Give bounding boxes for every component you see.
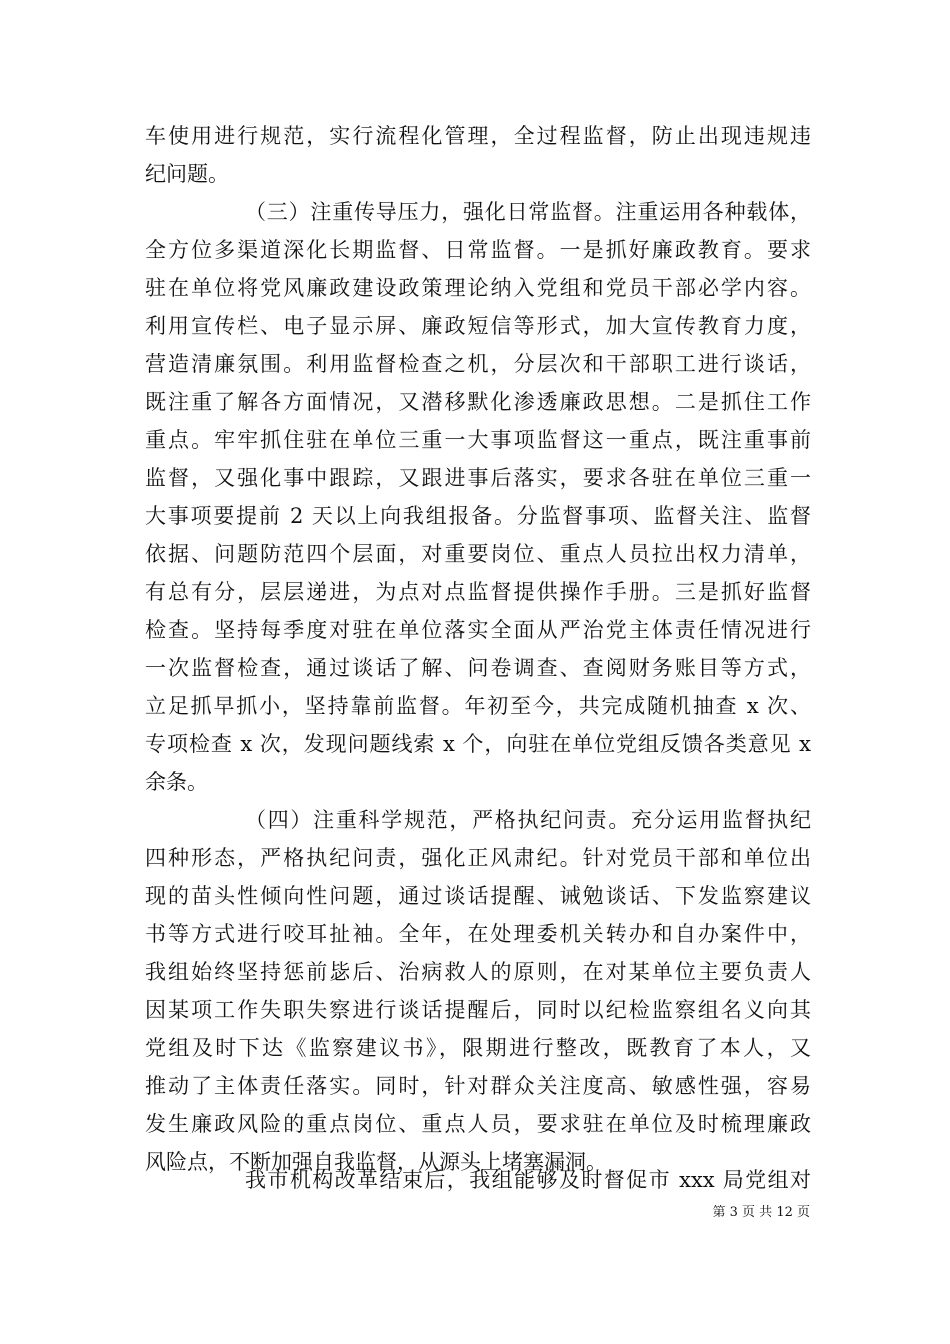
text-line-1: 车使用进行规范，实行流程化管理，全过程监督，防止出现违规违 [145, 124, 811, 148]
text-line-7: 营造清廉氛围。利用监督检查之机，分层次和干部职工进行谈话， [145, 352, 811, 376]
text-line-17: 专项检查 x 次，发现问题线索 x 个，向驻在单位党组反馈各类意见 x [145, 732, 811, 756]
page-number: 第 3 页 共 12 页 [712, 1205, 810, 1220]
text-line-4: 全方位多渠道深化长期监督、日常监督。一是抓好廉政教育。要求 [145, 238, 811, 262]
text-line-9: 重点。牢牢抓住驻在单位三重一大事项监督这一重点，既注重事前 [145, 428, 811, 452]
text-line-28: 风险点，不断加强自我监督，从源头上堵塞漏洞。 [145, 1150, 607, 1174]
text-line-18: 余条。 [145, 770, 208, 794]
text-line-14: 检查。坚持每季度对驻在单位落实全面从严治党主体责任情况进行 [145, 618, 811, 642]
text-line-20: 四种形态，严格执纪问责，强化正风肃纪。针对党员干部和单位出 [145, 846, 811, 870]
text-line-15: 一次监督检查，通过谈话了解、问卷调查、查阅财务账目等方式， [145, 656, 811, 680]
section-heading-3: （三）注重传导压力，强化日常监督。注重运用各种载体， [245, 200, 811, 224]
text-line-5: 驻在单位将党风廉政建设政策理论纳入党组和党员干部必学内容。 [145, 276, 811, 300]
text-line-2: 纪问题。 [145, 162, 229, 186]
text-line-29: 我市机构改革结束后，我组能够及时督促市 xxx 局党组对 [245, 1168, 811, 1192]
text-line-12: 依据、问题防范四个层面，对重要岗位、重点人员拉出权力清单， [145, 542, 811, 566]
text-line-23: 我组始终坚持惩前毖后、治病救人的原则，在对某单位主要负责人 [145, 960, 811, 984]
text-line-8: 既注重了解各方面情况，又潜移默化渗透廉政思想。二是抓住工作 [145, 390, 811, 414]
text-line-22: 书等方式进行咬耳扯袖。全年，在处理委机关转办和自办案件中， [145, 922, 811, 946]
text-line-26: 推动了主体责任落实。同时，针对群众关注度高、敏感性强，容易 [145, 1074, 811, 1098]
text-line-10: 监督，又强化事中跟踪，又跟进事后落实，要求各驻在单位三重一 [145, 466, 811, 490]
text-line-24: 因某项工作失职失察进行谈话提醒后，同时以纪检监察组名义向其 [145, 998, 811, 1022]
text-line-16: 立足抓早抓小，坚持靠前监督。年初至今，共完成随机抽查 x 次、 [145, 694, 811, 718]
text-line-27: 发生廉政风险的重点岗位、重点人员，要求驻在单位及时梳理廉政 [145, 1112, 811, 1136]
text-line-11: 大事项要提前 2 天以上向我组报备。分监督事项、监督关注、监督 [145, 504, 811, 528]
text-line-6: 利用宣传栏、电子显示屏、廉政短信等形式，加大宣传教育力度， [145, 314, 811, 338]
section-heading-4: （四）注重科学规范，严格执纪问责。充分运用监督执纪 [245, 808, 811, 832]
text-line-13: 有总有分，层层递进，为点对点监督提供操作手册。三是抓好监督 [145, 580, 811, 604]
text-line-21: 现的苗头性倾向性问题，通过谈话提醒、诫勉谈话、下发监察建议 [145, 884, 811, 908]
text-line-25: 党组及时下达《监察建议书》，限期进行整改，既教育了本人，又 [145, 1036, 811, 1060]
